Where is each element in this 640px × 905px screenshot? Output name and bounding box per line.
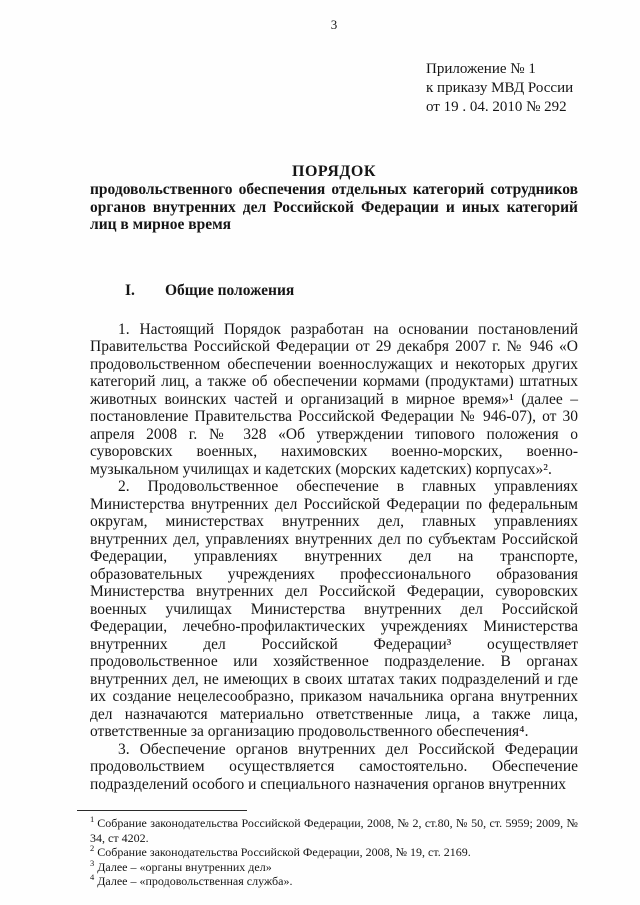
section-numeral: I. [125,281,135,299]
page-number: 3 [330,17,338,32]
paragraph-2: 2. Продовольственное обеспечение в главных управлениях Министерства внутренних дел Российской Федерации по федеральным округам, министерствах внутренних дел, главных управлениях внутренних дел, управлениях внутренних дел по субъектам Российской Федерации, управлениях внутренних дел на транспорте, образовательных учреждениях профессионального образования Министерства внутренних дел Российской Федерации, суворовских военных училищах Министерства внутренних дел Российской Федерации, лечебно-профилактических учреждениях Министерства внутренних дел Российской Федерации³ осуществляет продовольственное или хозяйственное подразделение. В органах внутренних дел, не имеющих в своих штатах таких подразделений и где их создание нецелесообразно, приказом начальника органа внутренних дел назначаются материально ответственные лица, а также лица, ответственные за организацию продовольственного обеспечения⁴. [90,478,578,740]
document-subtitle: продовольственного обеспечения отдельных категорий сотрудников органов внутренних дел Российской Федерации и иных категорий лиц в мирное время [90,181,578,233]
footnote-1-text: Собрание законодательства Российской Федерации, 2008, № 2, ст.80, № 50, ст. 5959; 2009, № 34, ст 4202. [90,816,578,845]
paragraph-1: 1. Настоящий Порядок разработан на основании постановлений Правительства Российской Федерации от 29 декабря 2007 г. № 946 «О продовольственном обеспечении военнослужащих и некоторых других категорий лиц, а также об обеспечении кормами (продуктами) штатных животных воинских частей и организаций в мирное время»¹ (далее – постановление Правительства Российской Федерации № 946-07), от 30 апреля 2008 г. № 328 «Об утверждении типового положения о суворовских военных, нахимовских военно-морских, военно-музыкальном училищах и кадетских (морских кадетских) корпусах»². [90,320,578,478]
annex-line-3: от 19 . 04. 2010 № 292 [426,99,567,115]
footnotes-block [90,816,578,889]
annex-line-1: Приложение № 1 [426,61,536,77]
footnote-divider [77,810,247,811]
footnote-4 [90,874,578,889]
footnote-4-text: Далее – «продовольственная служба». [97,874,293,888]
footnote-4-marker: 4 [90,872,95,882]
footnote-3 [90,857,578,875]
footnote-2 [90,845,578,860]
footnote-3-text: Далее – «органы внутренних дел» [97,859,272,874]
footnote-2-text: Собрание законодательства Российской Федерации, 2008, № 19, ст. 2169. [97,845,471,859]
annex-line-2: к приказу МВД России [426,80,574,96]
footnote-3-marker: 3 [90,857,95,868]
section-heading [125,282,578,300]
section-title: Общие положения [165,281,295,299]
footnote-2-marker: 2 [90,843,95,853]
footnote-1-marker: 1 [90,814,95,824]
annex-block [426,60,578,117]
document-title: ПОРЯДОК [292,163,376,180]
paragraph-3: 3. Обеспечение органов внутренних дел Российской Федерации продовольствием осуществляется самостоятельно. Обеспечение подразделений особого и специального назначения органов внутренних [90,740,578,793]
footnote-1 [90,816,578,845]
